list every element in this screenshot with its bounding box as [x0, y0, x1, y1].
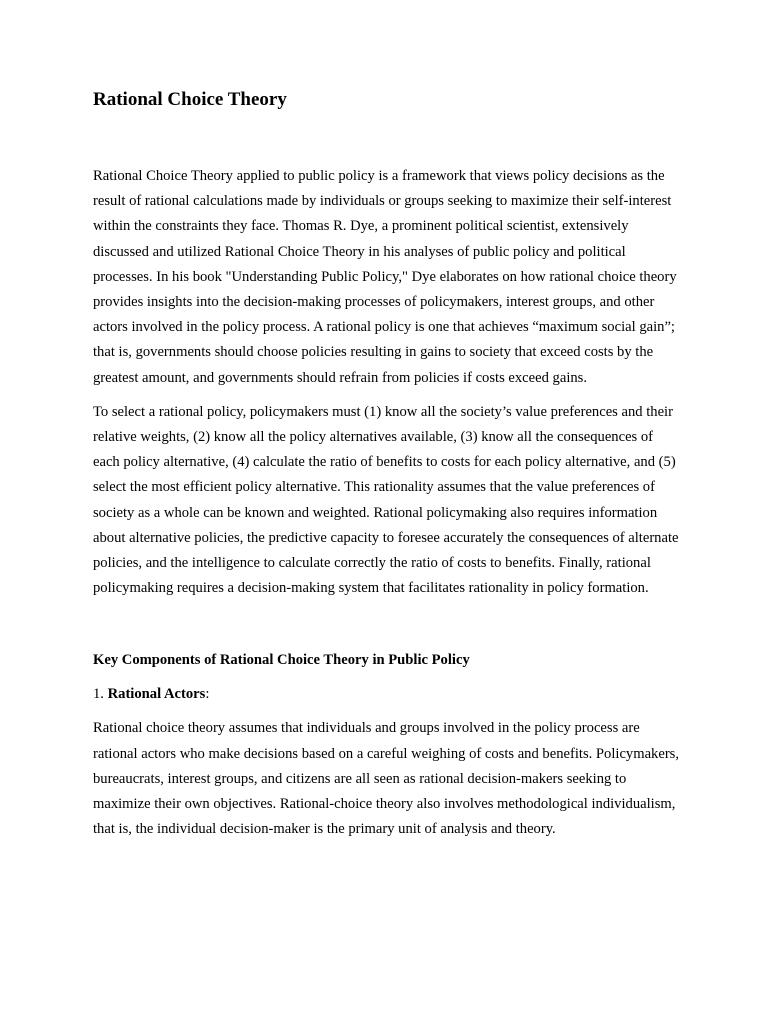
rational-actors-paragraph: Rational choice theory assumes that individuals and groups involved in the policy process are rational actors who make decisions based on a careful weighing of costs and benefits. Policymakers, bureaucrats, interest groups, and citizens are all seen as rational decision-makers seeking to maximize their own objectives. Rational-choice theory also involves methodological individualism, that is, the individual decision-maker is the primary unit of analysis and theory.	[93, 720, 680, 838]
item-number: 1.	[93, 686, 104, 703]
section-heading: Key Components of Rational Choice Theory in Public Policy	[93, 652, 470, 669]
intro-paragraph: Rational Choice Theory applied to public policy is a framework that views policy decisions as the result of rational calculations made by individuals or groups seeking to maximize their self-interest within the constraints they face. Thomas R. Dye, a prominent political scientist, extensively discussed and utilized Rational Choice Theory in his analyses of public policy and political processes. In his book "Understanding Public Policy," Dye elaborates on how rational choice theory provides insights into the decision-making processes of policymakers, interest groups, and other actors involved in the policy process. A rational policy is one that achieves “maximum social gain”; that is, governments should choose policies resulting in gains to society that exceed costs by the greatest amount, and governments should refrain from policies if costs exceed gains.	[93, 168, 677, 386]
document-page	[93, 86, 683, 842]
document-title: Rational Choice Theory	[93, 89, 287, 110]
rational-policy-paragraph: To select a rational policy, policymakers must (1) know all the society’s value preferences and their relative weights, (2) know all the policy alternatives available, (3) know all the consequences of each policy alternative, (4) calculate the ratio of benefits to costs for each policy alternative, and (5) select the most efficient policy alternative. This rationality assumes that the value preferences of society as a whole can be known and weighted. Rational policymaking also requires information about alternative policies, the predictive capacity to foresee accurately the consequences of alternate policies, and the intelligence to calculate correctly the ratio of costs to benefits. Finally, rational policymaking requires a decision-making system that facilitates rationality in policy formation.	[93, 403, 679, 597]
item-heading	[93, 682, 683, 707]
item-suffix: :	[205, 686, 210, 703]
item-label: Rational Actors	[107, 686, 206, 703]
